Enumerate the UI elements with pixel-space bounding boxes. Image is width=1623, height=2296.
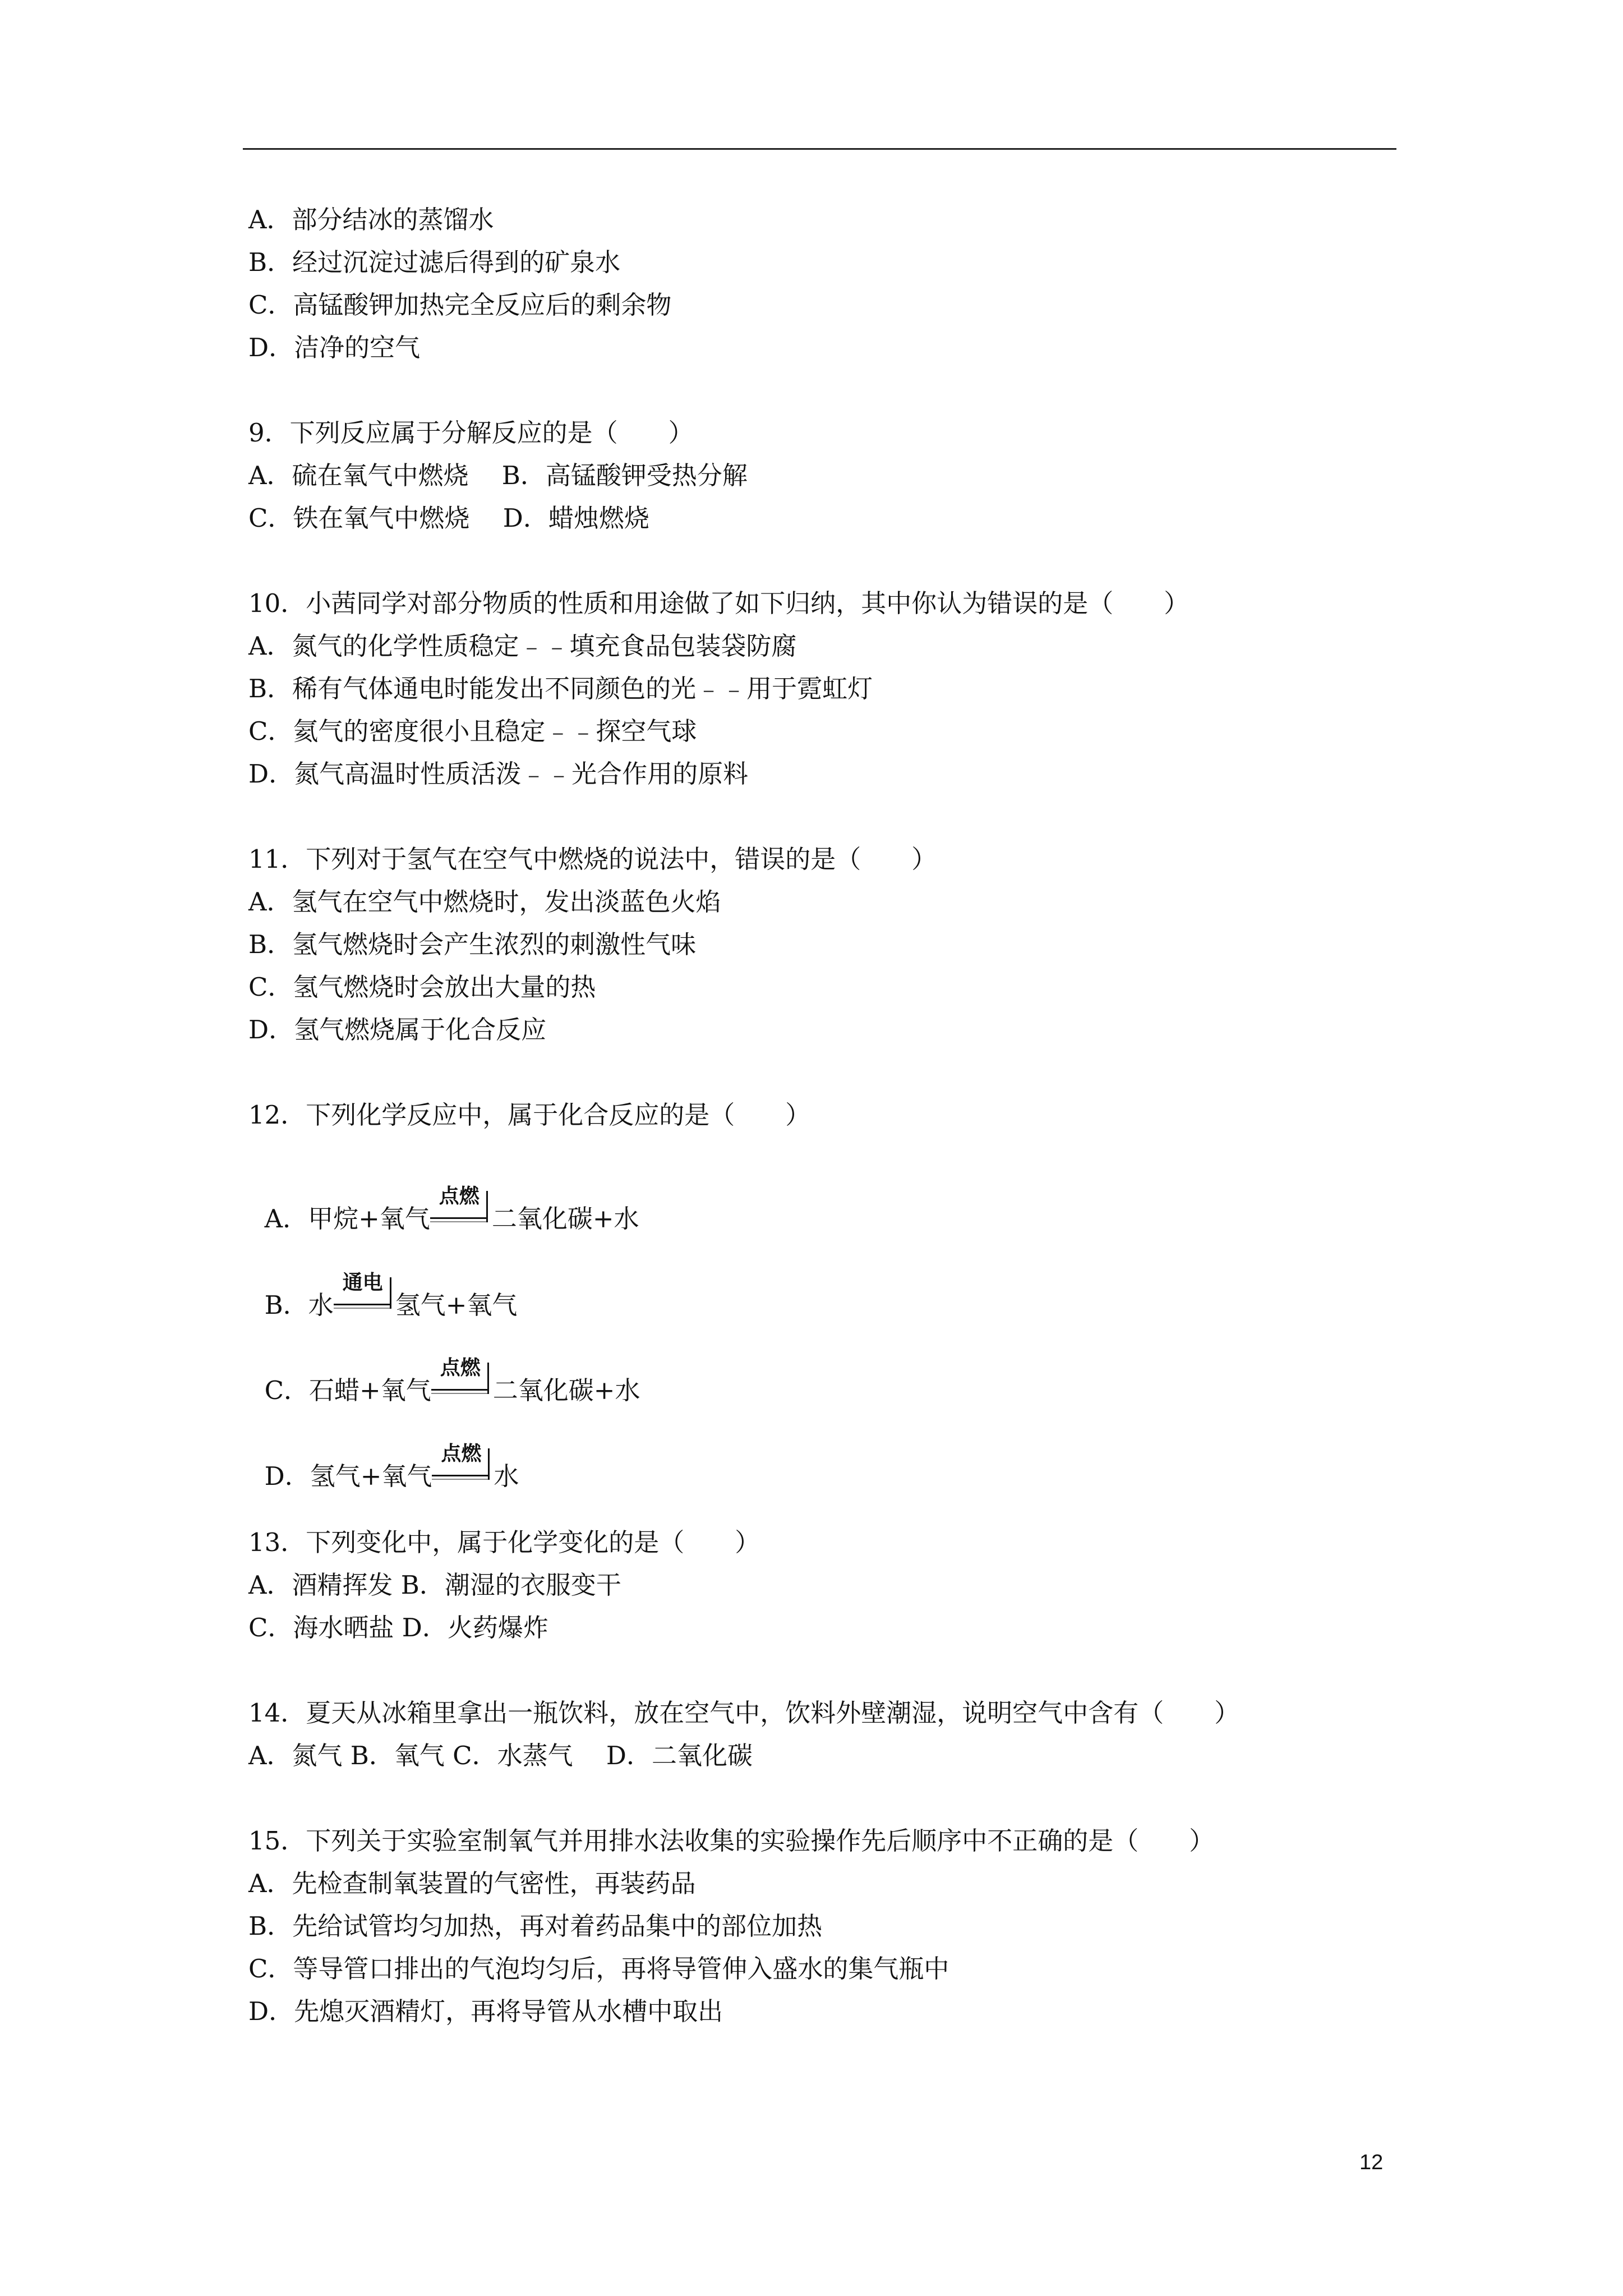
q14-options: A．氮气 B．氧气 C．水蒸气 D．二氧化碳 — [248, 1741, 753, 1770]
q15-option-a: A．先检查制氧装置的气密性，再装药品 — [248, 1869, 696, 1898]
q15-option-c: C．等导管口排出的气泡均匀后，再将导管伸入盛水的集气瓶中 — [248, 1954, 949, 1984]
q8-option-c: C．高锰酸钾加热完全反应后的剩余物 — [248, 290, 672, 320]
q9-options-row1: A．硫在氧气中燃烧 B．高锰酸钾受热分解 — [248, 461, 748, 490]
q11-option-b: B．氢气燃烧时会产生浓烈的刺激性气味 — [248, 930, 697, 959]
q10-option-d: D．氮气高温时性质活泼﹣﹣光合作用的原料 — [248, 759, 749, 789]
q12-option-a — [248, 1168, 639, 1236]
q8-option-b: B．经过沉淀过滤后得到的矿泉水 — [248, 247, 621, 277]
reaction-condition: 点燃 — [440, 1356, 481, 1379]
q11-option-d: D．氢气燃烧属于化合反应 — [248, 1015, 547, 1045]
q9-options-row2: C．铁在氧气中燃烧 D．蜡烛燃烧 — [248, 503, 649, 533]
q15-option-b: B．先给试管均匀加热，再对着药品集中的部位加热 — [248, 1911, 823, 1941]
q12-option-b — [248, 1255, 517, 1322]
q12-option-c — [248, 1340, 640, 1407]
reaction-arrow — [431, 1356, 493, 1407]
q9-stem: 9．下列反应属于分解反应的是（ ） — [248, 418, 694, 448]
q10-option-b: B．稀有气体通电时能发出不同颜色的光﹣﹣用于霓虹灯 — [248, 674, 873, 703]
products: 水 — [494, 1461, 519, 1491]
products: 氢气+氧气 — [395, 1290, 518, 1320]
products: 二氧化碳+水 — [492, 1375, 640, 1405]
q8-option-d: D．洁净的空气 — [248, 333, 421, 362]
header-rule — [243, 148, 1396, 150]
q12-stem: 12．下列化学反应中，属于化合反应的是（ ） — [248, 1100, 811, 1130]
q10-option-a: A．氮气的化学性质稳定﹣﹣填充食品包装袋防腐 — [248, 631, 797, 661]
q15-stem: 15．下列关于实验室制氧气并用排水法收集的实验操作先后顺序中不正确的是（ ） — [248, 1826, 1215, 1856]
q13-options-row2: C．海水晒盐 D．火药爆炸 — [248, 1613, 548, 1642]
page-number: 12 — [1359, 2151, 1384, 2174]
reaction-condition: 通电 — [342, 1271, 383, 1294]
reactants: C．石蜡+氧气 — [264, 1375, 431, 1405]
reaction-arrow — [334, 1271, 395, 1322]
reactants: B．水 — [264, 1290, 334, 1320]
q11-stem: 11．下列对于氢气在空气中燃烧的说法中，错误的是（ ） — [248, 844, 937, 874]
q8-option-a: A．部分结冰的蒸馏水 — [248, 205, 494, 234]
reaction-condition: 点燃 — [441, 1442, 482, 1465]
reaction-condition: 点燃 — [439, 1185, 479, 1208]
q15-option-d: D．先熄灭酒精灯，再将导管从水槽中取出 — [248, 1996, 723, 2026]
q13-options-row1: A．酒精挥发 B．潮湿的衣服变干 — [248, 1570, 621, 1600]
q10-stem: 10．小茜同学对部分物质的性质和用途做了如下归纳，其中你认为错误的是（ ） — [248, 588, 1189, 618]
q11-option-c: C．氢气燃烧时会放出大量的热 — [248, 972, 596, 1002]
reactants: D．氢气+氧气 — [264, 1461, 432, 1491]
q12-option-d — [248, 1426, 519, 1493]
reaction-arrow — [430, 1185, 492, 1236]
q10-option-c: C．氦气的密度很小且稳定﹣﹣探空气球 — [248, 716, 697, 746]
reactants: A．甲烷+氧气 — [264, 1204, 430, 1234]
q14-stem: 14．夏天从冰箱里拿出一瓶饮料，放在空气中，饮料外壁潮湿，说明空气中含有（ ） — [248, 1698, 1240, 1728]
products: 二氧化碳+水 — [491, 1204, 639, 1234]
reaction-arrow — [432, 1442, 494, 1493]
q13-stem: 13．下列变化中，属于化学变化的是（ ） — [248, 1527, 760, 1557]
q11-option-a: A．氢气在空气中燃烧时，发出淡蓝色火焰 — [248, 887, 721, 917]
